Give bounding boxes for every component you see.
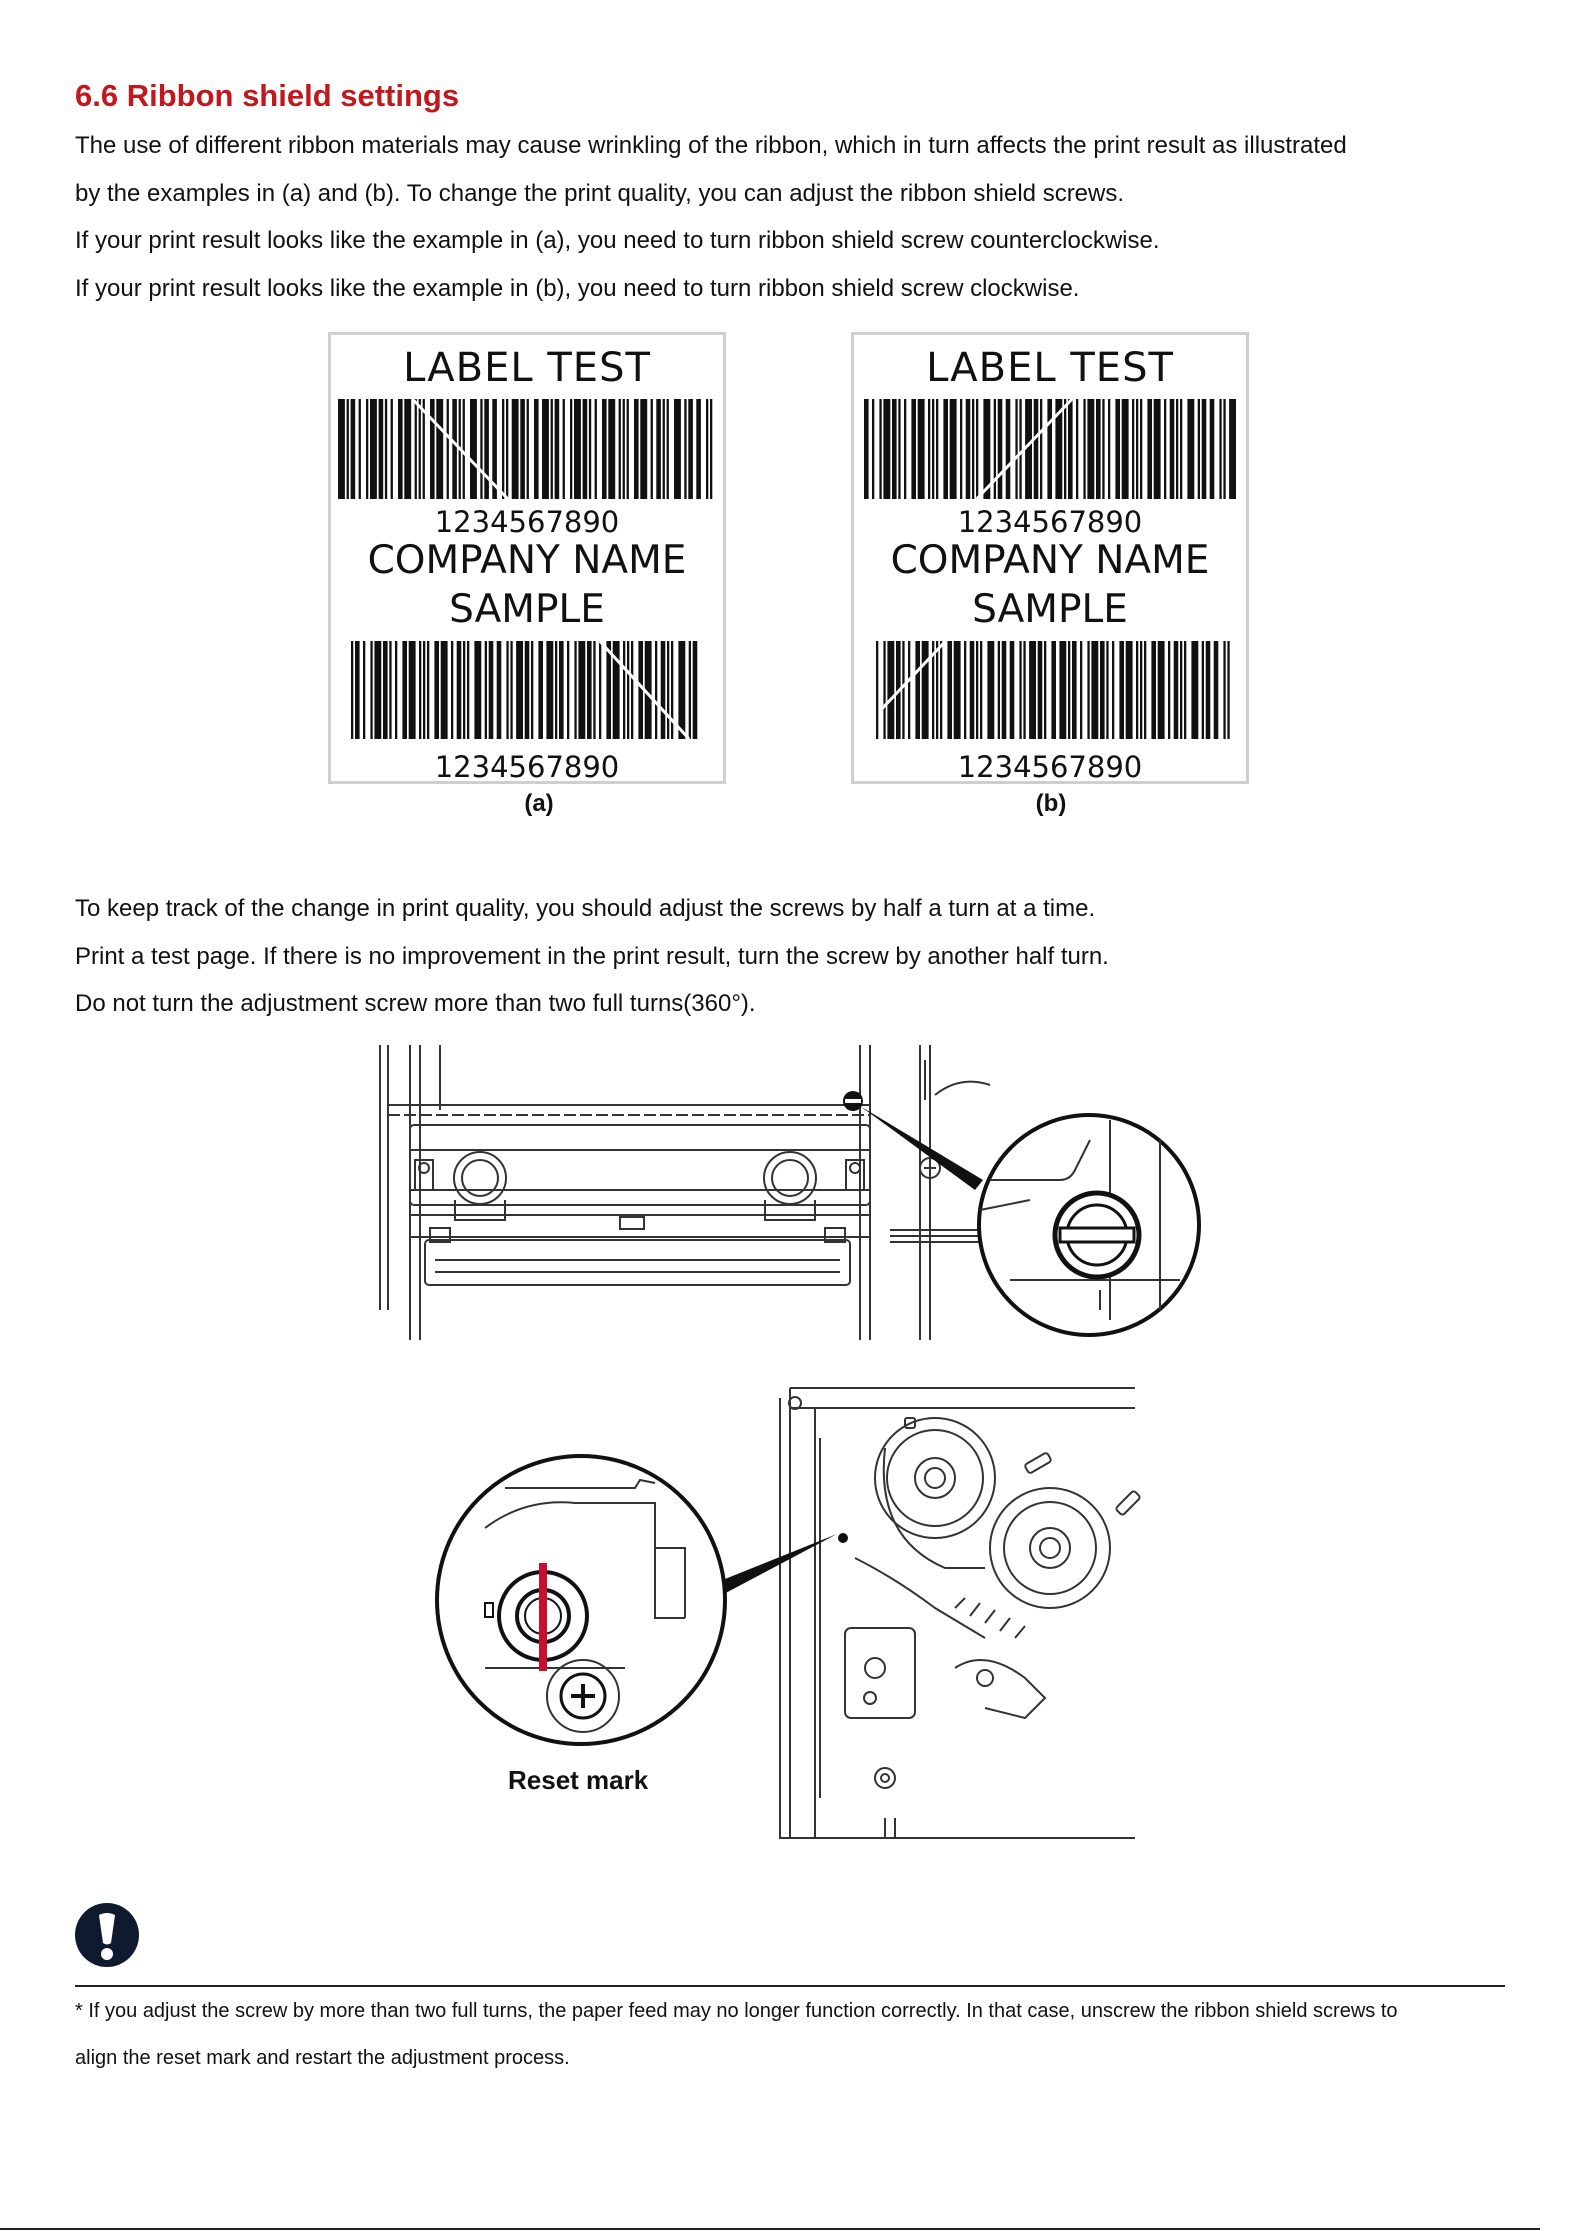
label-sample-a <box>328 332 726 784</box>
printhead-front-diagram <box>370 1040 1210 1355</box>
intro-paragraph-2: by the examples in (a) and (b). To change the print quality, you can adjust the ribbon shield screws. <box>75 180 1125 207</box>
label-sample-b <box>851 332 1249 784</box>
adjust-paragraph-3: Do not turn the adjustment screw more than two full turns(360°). <box>75 990 756 1017</box>
intro-paragraph-3: If your print result looks like the example in (a), you need to turn ribbon shield screw counterclockwise. <box>75 227 1160 254</box>
note-divider <box>75 1985 1505 1987</box>
barcode-bottom-b <box>874 641 1232 739</box>
barcode-bottom-a <box>349 641 707 739</box>
intro-paragraph-4: If your print result looks like the example in (b), you need to turn ribbon shield screw clockwise. <box>75 275 1080 302</box>
adjust-paragraph-1: To keep track of the change in print quality, you should adjust the screws by half a turn at a time. <box>75 895 1096 922</box>
company-name: COMPANY NAME <box>890 538 1210 583</box>
reset-mark <box>539 1563 547 1671</box>
reset-mark-label: Reset mark <box>508 1765 649 1795</box>
footnote-line-1: * If you adjust the screw by more than two full turns, the paper feed may no longer function correctly. In that case, unscrew the ribbon shield screws to <box>75 2000 1398 2022</box>
barcode-top-a <box>336 399 718 499</box>
label-title: LABEL TEST <box>403 345 651 391</box>
page-bottom-rule <box>0 2228 1540 2230</box>
intro-paragraph-1: The use of different ribbon materials may cause wrinkling of the ribbon, which in turn affects the print result as illustrated <box>75 132 1347 159</box>
footnote-line-2: align the reset mark and restart the adjustment process. <box>75 2047 570 2069</box>
barcode-number-top: 1234567890 <box>434 505 620 539</box>
barcode-number-bottom: 1234567890 <box>957 750 1143 784</box>
label-caption-b: (b) <box>1035 790 1067 817</box>
company-name: COMPANY NAME <box>367 538 687 583</box>
label-title: LABEL TEST <box>926 345 1174 391</box>
barcode-number-bottom: 1234567890 <box>434 750 620 784</box>
exclamation-icon <box>75 1903 139 1967</box>
barcode-top-b <box>862 399 1244 499</box>
sample-text: SAMPLE <box>449 587 605 632</box>
section-title: 6.6 Ribbon shield settings <box>75 78 460 113</box>
label-caption-a: (a) <box>524 790 554 817</box>
sample-text: SAMPLE <box>972 587 1128 632</box>
barcode-number-top: 1234567890 <box>957 505 1143 539</box>
adjust-paragraph-2: Print a test page. If there is no improvement in the print result, turn the screw by another half turn. <box>75 943 1109 970</box>
